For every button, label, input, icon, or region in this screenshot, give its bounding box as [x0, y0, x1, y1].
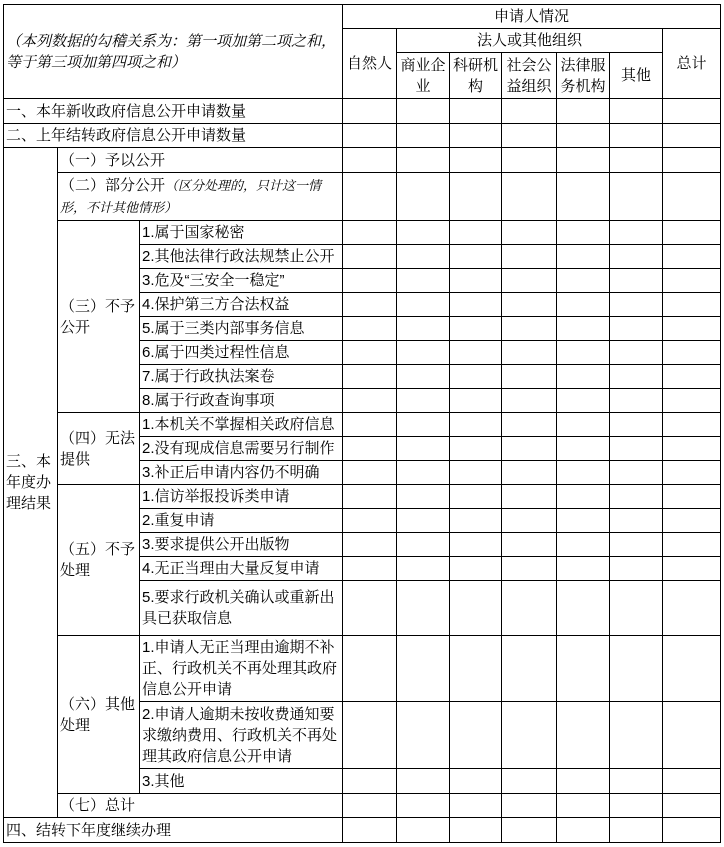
data-cell [663, 581, 721, 636]
data-cell [557, 794, 610, 818]
data-cell [557, 557, 610, 581]
data-cell [663, 173, 721, 221]
sub-label-partial-main: （二）部分公开 [60, 176, 166, 194]
info-disclosure-request-table [3, 4, 721, 843]
data-cell [610, 461, 663, 485]
data-cell [557, 221, 610, 245]
data-cell [502, 557, 557, 581]
item-label: 5.属于三类内部事务信息 [140, 317, 343, 341]
data-cell [557, 99, 610, 124]
data-cell [610, 636, 663, 702]
data-cell [450, 485, 502, 509]
data-cell [397, 581, 450, 636]
data-cell [663, 221, 721, 245]
table-row [4, 818, 721, 843]
header-total: 总计 [663, 29, 721, 99]
sub-label-other-handling: （六）其他处理 [58, 636, 140, 794]
data-cell [450, 245, 502, 269]
item-label: 2.重复申请 [140, 509, 343, 533]
table-row [4, 636, 721, 702]
item-label: 3.危及“三安全一稳定” [140, 269, 343, 293]
data-cell [610, 389, 663, 413]
header-social-welfare-org: 社会公益组织 [502, 53, 557, 99]
sub-label-partially-disclosed [58, 173, 343, 221]
sub-label-unable-to-provide: （四）无法提供 [58, 413, 140, 485]
data-cell [343, 413, 397, 437]
data-cell [557, 173, 610, 221]
item-label: 1.属于国家秘密 [140, 221, 343, 245]
data-cell [397, 509, 450, 533]
data-cell [610, 557, 663, 581]
data-cell [663, 461, 721, 485]
header-commercial-enterprise: 商业企业 [397, 53, 450, 99]
data-cell [502, 389, 557, 413]
item-label: 2.其他法律行政法规禁止公开 [140, 245, 343, 269]
data-cell [397, 99, 450, 124]
data-cell [502, 769, 557, 794]
data-cell [343, 636, 397, 702]
data-cell [450, 533, 502, 557]
data-cell [557, 124, 610, 148]
data-cell [450, 702, 502, 769]
data-cell [557, 341, 610, 365]
item-label: 3.补正后申请内容仍不明确 [140, 461, 343, 485]
data-cell [502, 581, 557, 636]
data-cell [343, 818, 397, 843]
data-cell [663, 124, 721, 148]
data-cell [610, 317, 663, 341]
data-cell [502, 533, 557, 557]
data-cell [663, 818, 721, 843]
data-cell [557, 461, 610, 485]
data-cell [343, 794, 397, 818]
data-cell [663, 245, 721, 269]
data-cell [450, 769, 502, 794]
data-cell [663, 557, 721, 581]
data-cell [450, 99, 502, 124]
data-cell [502, 461, 557, 485]
item-label: 1.信访举报投诉类申请 [140, 485, 343, 509]
data-cell [450, 509, 502, 533]
row-label-new-requests: 一、本年新收政府信息公开申请数量 [4, 99, 343, 124]
data-cell [397, 365, 450, 389]
table-row [4, 148, 721, 173]
data-cell [610, 413, 663, 437]
data-cell [343, 341, 397, 365]
data-cell [663, 533, 721, 557]
data-cell [663, 269, 721, 293]
data-cell [610, 245, 663, 269]
data-cell [663, 341, 721, 365]
data-cell [450, 413, 502, 437]
data-cell [663, 365, 721, 389]
data-cell [450, 148, 502, 173]
data-cell [502, 221, 557, 245]
data-cell [450, 636, 502, 702]
data-cell [502, 341, 557, 365]
data-cell [610, 702, 663, 769]
data-cell [502, 99, 557, 124]
data-cell [502, 818, 557, 843]
table-row [4, 173, 721, 221]
data-cell [450, 818, 502, 843]
table-row [4, 221, 721, 245]
item-label: 8.属于行政查询事项 [140, 389, 343, 413]
item-label: 5.要求行政机关确认或重新出具已获取信息 [140, 581, 343, 636]
row-label-carried-over-requests: 二、上年结转政府信息公开申请数量 [4, 124, 343, 148]
data-cell [397, 245, 450, 269]
data-cell [450, 124, 502, 148]
data-cell [397, 389, 450, 413]
item-label: 2.没有现成信息需要另行制作 [140, 437, 343, 461]
data-cell [663, 794, 721, 818]
data-cell [557, 636, 610, 702]
data-cell [557, 269, 610, 293]
data-cell [557, 389, 610, 413]
data-cell [397, 221, 450, 245]
header-research-institution: 科研机构 [450, 53, 502, 99]
data-cell [343, 509, 397, 533]
data-cell [502, 794, 557, 818]
data-cell [502, 636, 557, 702]
data-cell [450, 269, 502, 293]
data-cell [610, 99, 663, 124]
data-cell [610, 148, 663, 173]
data-cell [343, 461, 397, 485]
data-cell [557, 437, 610, 461]
data-cell [397, 148, 450, 173]
data-cell [343, 389, 397, 413]
table-row [4, 413, 721, 437]
data-cell [663, 636, 721, 702]
data-cell [343, 245, 397, 269]
data-cell [397, 557, 450, 581]
data-cell [343, 221, 397, 245]
row-label-carry-to-next-year: 四、结转下年度继续办理 [4, 818, 343, 843]
data-cell [610, 173, 663, 221]
data-cell [663, 769, 721, 794]
data-cell [343, 269, 397, 293]
data-cell [397, 769, 450, 794]
data-cell [343, 124, 397, 148]
data-cell [397, 413, 450, 437]
data-cell [663, 485, 721, 509]
header-applicant-situation: 申请人情况 [343, 5, 721, 29]
data-cell [343, 99, 397, 124]
item-label: 4.保护第三方合法权益 [140, 293, 343, 317]
data-cell [450, 437, 502, 461]
sub-label-not-processed: （五）不予处理 [58, 485, 140, 636]
data-cell [663, 702, 721, 769]
data-cell [397, 341, 450, 365]
data-cell [663, 389, 721, 413]
data-cell [397, 702, 450, 769]
data-cell [557, 581, 610, 636]
data-cell [610, 485, 663, 509]
sub-label-granted: （一）予以公开 [58, 148, 343, 173]
data-cell [663, 413, 721, 437]
data-cell [557, 702, 610, 769]
data-cell [343, 702, 397, 769]
data-cell [610, 581, 663, 636]
data-cell [610, 341, 663, 365]
data-cell [663, 437, 721, 461]
data-cell [610, 269, 663, 293]
data-cell [502, 293, 557, 317]
data-cell [502, 485, 557, 509]
data-cell [343, 557, 397, 581]
data-cell [557, 148, 610, 173]
data-cell [610, 769, 663, 794]
item-label: 3.其他 [140, 769, 343, 794]
table-row [4, 99, 721, 124]
header-other-org: 其他 [610, 53, 663, 99]
data-cell [663, 148, 721, 173]
data-cell [610, 509, 663, 533]
data-cell [610, 124, 663, 148]
data-cell [343, 769, 397, 794]
data-cell [397, 269, 450, 293]
data-cell [450, 221, 502, 245]
data-cell [450, 293, 502, 317]
data-cell [557, 533, 610, 557]
data-cell [397, 636, 450, 702]
data-cell [610, 293, 663, 317]
table-row [4, 794, 721, 818]
data-cell [397, 437, 450, 461]
item-label: 1.申请人无正当理由逾期不补正、行政机关不再处理其政府信息公开申请 [140, 636, 343, 702]
data-cell [502, 413, 557, 437]
data-cell [343, 293, 397, 317]
data-cell [610, 794, 663, 818]
data-cell [557, 769, 610, 794]
data-cell [502, 173, 557, 221]
data-cell [663, 293, 721, 317]
data-cell [343, 581, 397, 636]
data-cell [502, 124, 557, 148]
data-cell [557, 245, 610, 269]
data-cell [450, 794, 502, 818]
data-cell [450, 581, 502, 636]
header-legal-service-org: 法律服务机构 [557, 53, 610, 99]
data-cell [397, 124, 450, 148]
data-cell [343, 533, 397, 557]
data-cell [343, 365, 397, 389]
data-cell [502, 269, 557, 293]
data-cell [557, 293, 610, 317]
data-cell [397, 317, 450, 341]
item-label: 1.本机关不掌握相关政府信息 [140, 413, 343, 437]
data-cell [557, 485, 610, 509]
note-cell: （本列数据的勾稽关系为：第一项加第二项之和，等于第三项加第四项之和） [4, 5, 343, 99]
data-cell [557, 365, 610, 389]
data-cell [397, 173, 450, 221]
data-cell [450, 365, 502, 389]
data-cell [557, 413, 610, 437]
data-cell [450, 341, 502, 365]
section-label-annual-results: 三、本年度办理结果 [4, 148, 58, 818]
data-cell [557, 818, 610, 843]
data-cell [450, 557, 502, 581]
data-cell [610, 818, 663, 843]
data-cell [397, 485, 450, 509]
data-cell [343, 317, 397, 341]
data-cell [502, 365, 557, 389]
data-cell [610, 221, 663, 245]
data-cell [502, 148, 557, 173]
sub-label-not-disclosed: （三）不予公开 [58, 221, 140, 413]
table-row [4, 485, 721, 509]
data-cell [397, 533, 450, 557]
table-row [4, 124, 721, 148]
data-cell [343, 437, 397, 461]
data-cell [397, 818, 450, 843]
data-cell [502, 437, 557, 461]
data-cell [557, 317, 610, 341]
data-cell [343, 148, 397, 173]
data-cell [502, 509, 557, 533]
sub-label-subtotal: （七）总计 [58, 794, 343, 818]
item-label: 2.申请人逾期未按收费通知要求缴纳费用、行政机关不再处理其政府信息公开申请 [140, 702, 343, 769]
sub-label-partial-note: （区分处理的，只计这一情形，不计其他情形） [60, 178, 322, 216]
data-cell [450, 173, 502, 221]
header-row-1 [4, 5, 721, 29]
data-cell [343, 485, 397, 509]
item-label: 3.要求提供公开出版物 [140, 533, 343, 557]
data-cell [663, 317, 721, 341]
header-natural-person: 自然人 [343, 29, 397, 99]
header-legal-org: 法人或其他组织 [397, 29, 663, 53]
data-cell [502, 245, 557, 269]
data-cell [610, 533, 663, 557]
data-cell [397, 461, 450, 485]
item-label: 7.属于行政执法案卷 [140, 365, 343, 389]
data-cell [502, 317, 557, 341]
data-cell [663, 99, 721, 124]
data-cell [450, 317, 502, 341]
data-cell [343, 173, 397, 221]
data-cell [663, 509, 721, 533]
data-cell [450, 461, 502, 485]
data-cell [502, 702, 557, 769]
data-cell [450, 389, 502, 413]
data-cell [397, 293, 450, 317]
data-cell [557, 509, 610, 533]
item-label: 4.无正当理由大量反复申请 [140, 557, 343, 581]
data-cell [610, 365, 663, 389]
data-cell [610, 437, 663, 461]
item-label: 6.属于四类过程性信息 [140, 341, 343, 365]
data-cell [397, 794, 450, 818]
